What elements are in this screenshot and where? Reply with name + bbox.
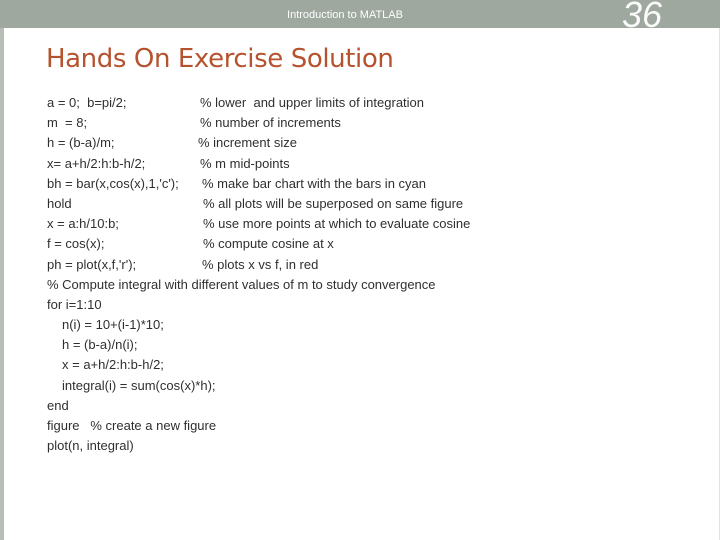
code-line xyxy=(47,396,607,416)
code-text: f = cos(x); xyxy=(47,236,105,252)
code-line xyxy=(47,416,607,436)
code-text: end xyxy=(47,397,69,413)
code-text: hold xyxy=(47,195,72,211)
code-comment: % all plots will be superposed on same figure xyxy=(203,195,464,211)
code-text: % Compute integral with different values of m to study convergence xyxy=(47,276,436,292)
code-text: m = 8; xyxy=(47,115,88,131)
code-line xyxy=(47,93,607,113)
code-line xyxy=(47,355,607,375)
code-line xyxy=(47,133,607,153)
header-bar xyxy=(0,0,720,35)
code-text: integral(i) = sum(cos(x)*h); xyxy=(62,377,216,393)
code-text: ph = plot(x,f,'r'); xyxy=(47,256,137,272)
code-comment: % use more points at which to evaluate cosine xyxy=(203,216,471,232)
code-text: bh = bar(x,cos(x),1,'c'); xyxy=(47,175,179,191)
code-comment: % make bar chart with the bars in cyan xyxy=(202,175,426,191)
code-line xyxy=(47,154,607,174)
code-comment: % number of increments xyxy=(200,115,341,131)
page-title: Hands On Exercise Solution xyxy=(46,44,394,74)
code-line xyxy=(47,275,607,295)
code-comment: % compute cosine at x xyxy=(203,236,334,252)
header-title: Introduction to MATLAB xyxy=(287,9,403,21)
code-comment: % lower and upper limits of integration xyxy=(200,95,425,110)
code-comment: % plots x vs f, in red xyxy=(202,256,319,272)
code-text: h = (b-a)/m; xyxy=(47,135,115,151)
code-line xyxy=(47,174,607,194)
code-line xyxy=(47,255,607,275)
code-text: x = a:h/10:b; xyxy=(47,216,119,232)
left-border-rule xyxy=(0,28,4,540)
code-text: h = (b-a)/n(i); xyxy=(62,337,138,353)
code-text: a = 0; b=pi/2; xyxy=(47,95,127,110)
code-line xyxy=(47,315,607,335)
code-line xyxy=(47,194,607,214)
code-comment: % increment size xyxy=(198,135,297,151)
code-line xyxy=(47,234,607,254)
code-line xyxy=(47,295,607,315)
code-text: for i=1:10 xyxy=(47,296,102,312)
code-block xyxy=(47,93,607,456)
code-text: n(i) = 10+(i-1)*10; xyxy=(62,317,164,333)
slide-number: 36 xyxy=(621,0,662,35)
code-line xyxy=(47,214,607,234)
code-text: x= a+h/2:h:b-h/2; xyxy=(47,155,146,171)
code-line xyxy=(47,376,607,396)
code-line xyxy=(47,335,607,355)
code-text: plot(n, integral) xyxy=(47,438,134,454)
code-comment: % m mid-points xyxy=(200,155,290,171)
code-text: figure % create a new figure xyxy=(47,418,217,433)
code-line xyxy=(47,436,607,456)
code-text: x = a+h/2:h:b-h/2; xyxy=(62,357,164,373)
code-line xyxy=(47,113,607,133)
